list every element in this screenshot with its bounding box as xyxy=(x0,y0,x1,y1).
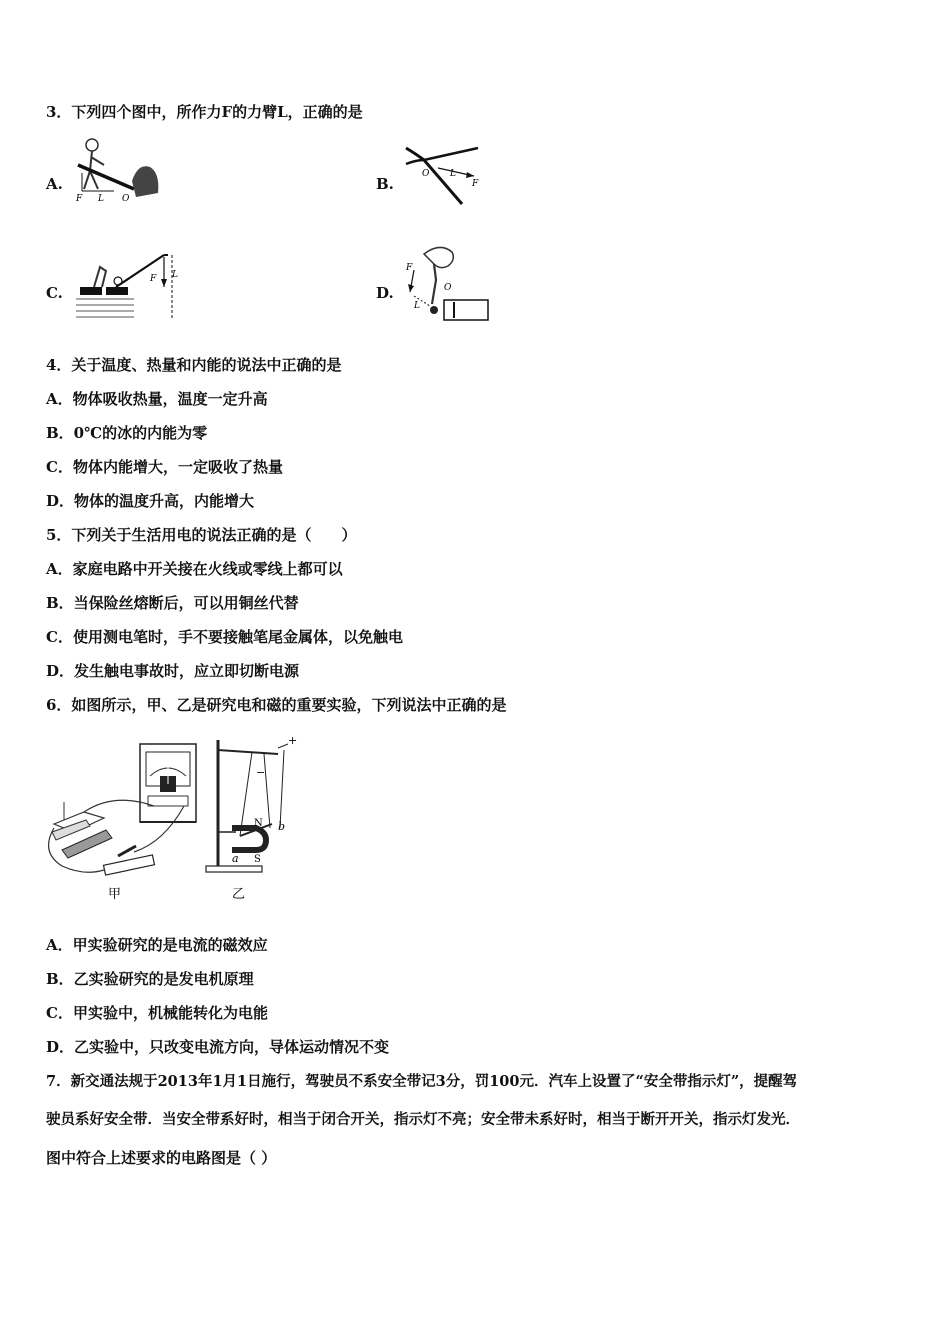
q3-option-d-label: D. xyxy=(376,284,394,302)
q4-option-d: D．物体的温度升高，内能增大 xyxy=(46,492,255,510)
q3-option-a-label: A. xyxy=(46,175,63,193)
q6-figure-yi xyxy=(200,732,308,906)
q6-option-d: D．乙实验中，只改变电流方向，导体运动情况不变 xyxy=(46,1038,390,1056)
q3-figure-b xyxy=(402,140,482,206)
q6-plus-text: + xyxy=(288,734,298,747)
q3a-o-text: O xyxy=(122,194,130,204)
q6-option-a: A．甲实验研究的是电流的磁效应 xyxy=(46,936,268,954)
q4-option-a: A．物体吸收热量，温度一定升高 xyxy=(46,390,268,408)
q5-stem: 5．下列关于生活用电的说法正确的是（ ） xyxy=(46,526,357,544)
q4-option-b: B．0℃的冰的内能为零 xyxy=(46,424,208,442)
q5-option-b: B．当保险丝熔断后，可以用铜丝代替 xyxy=(46,594,299,612)
q4-stem: 4．关于温度、热量和内能的说法中正确的是 xyxy=(46,356,342,374)
q3-figure-a xyxy=(70,133,160,205)
q6-a-text: a xyxy=(232,852,239,865)
q3a-l-text: L xyxy=(98,194,104,204)
q6-yi-label: 乙 xyxy=(232,887,246,902)
q7-line-1: 7．新交通法规于2013年1月1日施行，驾驶员不系安全带记3分，罚100元．汽车上设置了“安全带指示灯”，提醒驾 xyxy=(46,1073,798,1090)
q7-line-2: 驶员系好安全带．当安全带系好时，相当于闭合开关，指示灯不亮；安全带未系好时，相当于断开开关，指示灯发光． xyxy=(46,1111,800,1128)
q3c-f-text: F xyxy=(150,274,157,284)
q3b-o-text: O xyxy=(422,169,430,179)
q6-stem: 6．如图所示，甲、乙是研究电和磁的重要实验，下列说法中正确的是 xyxy=(46,696,507,714)
q6-n-text: N xyxy=(254,818,263,829)
q3-option-b-label: B. xyxy=(376,175,394,193)
q3d-f-text: F xyxy=(406,263,413,273)
q3b-f-text: F xyxy=(472,179,479,189)
q6-b-text: b xyxy=(278,820,286,833)
q3b-l-text: L xyxy=(450,169,456,179)
q5-option-c: C．使用测电笔时，手不要接触笔尾金属体，以免触电 xyxy=(46,628,403,646)
q3-option-c-label: C. xyxy=(46,284,63,302)
q4-option-c: C．物体内能增大，一定吸收了热量 xyxy=(46,458,283,476)
q3d-l-text: L xyxy=(414,301,420,311)
q7-line-3: 图中符合上述要求的电路图是（ ） xyxy=(46,1149,277,1167)
q5-option-a: A．家庭电路中开关接在火线或零线上都可以 xyxy=(46,560,343,578)
q3-figure-c xyxy=(72,243,180,323)
q6-option-c: C．甲实验中，机械能转化为电能 xyxy=(46,1004,268,1022)
q3-figure-d xyxy=(400,240,490,324)
q6-figure-jia xyxy=(44,732,204,906)
q3-stem: 3．下列四个图中，所作力F的力臂L，正确的是 xyxy=(46,103,363,121)
q6-s-text: S xyxy=(254,854,261,865)
q3a-f-text: F xyxy=(76,194,83,204)
q3d-o-text: O xyxy=(444,283,452,293)
q6-option-b: B．乙实验研究的是发电机原理 xyxy=(46,970,254,988)
q6-minus-text: − xyxy=(256,766,266,779)
q5-option-d: D．发生触电事故时，应立即切断电源 xyxy=(46,662,300,680)
q3c-l-text: L xyxy=(172,270,178,280)
q6-jia-label: 甲 xyxy=(108,887,122,902)
